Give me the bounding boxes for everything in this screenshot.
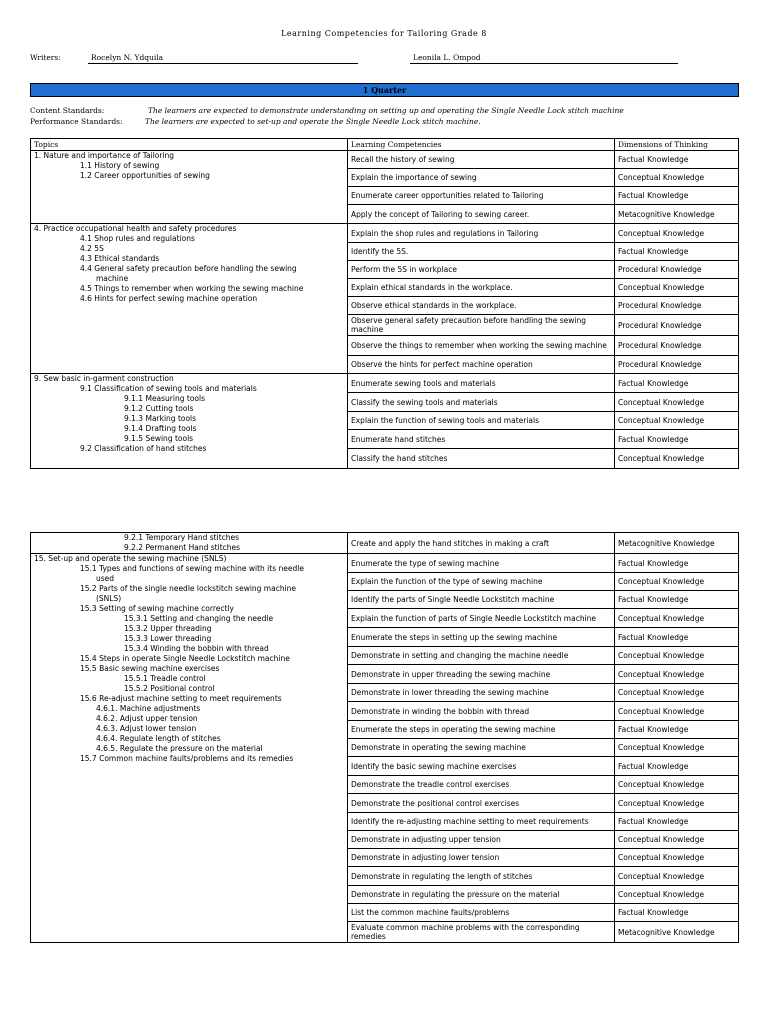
topic-line: 4.5 Things to remember when working the sewing machine	[80, 284, 304, 293]
competency-cell: Demonstrate in operating the sewing machine	[348, 739, 615, 757]
dimension-cell: Conceptual Knowledge	[615, 412, 739, 430]
topic-line: (SNLS)	[96, 594, 122, 603]
dimension-cell: Factual Knowledge	[615, 243, 739, 261]
dimension-cell: Metacognitive Knowledge	[615, 922, 739, 943]
dimension-cell: Conceptual Knowledge	[615, 867, 739, 886]
topic-cell	[31, 533, 348, 554]
topic-cell	[31, 151, 348, 224]
topic-line: 1.1 History of sewing	[80, 161, 160, 170]
topic-line: 4.6 Hints for perfect sewing machine operation	[80, 294, 258, 303]
competency-cell: Enumerate hand stitches	[348, 430, 615, 449]
performance-standards	[30, 117, 481, 126]
topic-line: 9.2.2 Permanent Hand stitches	[124, 543, 241, 552]
dimension-cell: Factual Knowledge	[615, 591, 739, 609]
dimension-cell: Procedural Knowledge	[615, 336, 739, 356]
competency-cell: Classify the sewing tools and materials	[348, 393, 615, 412]
competency-cell: Demonstrate in winding the bobbin with thread	[348, 702, 615, 721]
competency-cell: Demonstrate in adjusting lower tension	[348, 849, 615, 867]
topic-line: 4.6.1. Machine adjustments	[96, 704, 201, 713]
dimension-cell: Factual Knowledge	[615, 151, 739, 169]
topic-line: 4. Practice occupational health and safety procedures	[34, 224, 237, 233]
dimension-cell: Conceptual Knowledge	[615, 702, 739, 721]
competency-cell: Explain the function of the type of sewing machine	[348, 573, 615, 591]
topic-line: 15.1 Types and functions of sewing machine with its needle	[80, 564, 304, 573]
quarter-banner: 1 Quarter	[30, 83, 739, 97]
topic-line: 9.1.2 Cutting tools	[124, 404, 194, 413]
topic-line: 15.5.2 Positional control	[124, 684, 215, 693]
competency-cell: Observe the things to remember when working the sewing machine	[348, 336, 615, 356]
topic-line: 15.3.2 Upper threading	[124, 624, 212, 633]
competency-cell: Explain ethical standards in the workplace.	[348, 279, 615, 297]
document-title: Learning Competencies for Tailoring Grade 8	[281, 29, 487, 38]
topic-line: 4.6.4. Regulate length of stitches	[96, 734, 221, 743]
table-header-row	[31, 139, 739, 151]
competency-cell: Explain the shop rules and regulations in Tailoring	[348, 224, 615, 243]
writer-name-1: Rocelyn N. Ydquila	[91, 53, 164, 62]
table-row	[31, 533, 739, 554]
dimension-cell: Procedural Knowledge	[615, 356, 739, 374]
dimension-cell: Factual Knowledge	[615, 430, 739, 449]
topic-line: 4.4 General safety precaution before handling the sewing	[80, 264, 297, 273]
topic-line: 4.2 5S	[80, 244, 104, 253]
topic-line: 15.7 Common machine faults/problems and its remedies	[80, 754, 294, 763]
competency-cell: Enumerate sewing tools and materials	[348, 374, 615, 393]
topic-line: 15.3.4 Winding the bobbin with thread	[124, 644, 269, 653]
competency-cell: Demonstrate the treadle control exercises	[348, 776, 615, 794]
topic-line: used	[96, 574, 115, 583]
dimension-cell: Factual Knowledge	[615, 187, 739, 205]
dimension-cell: Conceptual Knowledge	[615, 609, 739, 628]
topic-line: 15.2 Parts of the single needle lockstitch sewing machine	[80, 584, 297, 593]
dimension-cell: Conceptual Knowledge	[615, 849, 739, 867]
topic-line: 15.4 Steps in operate Single Needle Lockstitch machine	[80, 654, 290, 663]
competency-cell: Apply the concept of Tailoring to sewing career.	[348, 205, 615, 224]
dimension-cell: Procedural Knowledge	[615, 315, 739, 336]
topic-line: 15.3 Setting of sewing machine correctly	[80, 604, 234, 613]
competency-cell: Demonstrate in regulating the pressure on the material	[348, 886, 615, 904]
dimension-cell: Conceptual Knowledge	[615, 573, 739, 591]
topic-line: 15. Set-up and operate the sewing machine (SNLS)	[34, 554, 227, 563]
dimension-cell: Factual Knowledge	[615, 721, 739, 739]
dimension-cell: Procedural Knowledge	[615, 297, 739, 315]
table-row	[31, 151, 739, 169]
dimension-cell: Metacognitive Knowledge	[615, 533, 739, 554]
competency-cell: Identify the re-adjusting machine setting to meet requirements	[348, 813, 615, 831]
competency-cell: Classify the hand stitches	[348, 449, 615, 469]
dimension-cell: Conceptual Knowledge	[615, 647, 739, 665]
topic-cell	[31, 554, 348, 943]
content-standards-text: The learners are expected to demonstrate understanding on setting up and operating the Single Needle Lock stitch machine	[148, 106, 624, 115]
competency-cell: Enumerate the steps in setting up the sewing machine	[348, 628, 615, 647]
topic-line: 4.6.2. Adjust upper tension	[96, 714, 198, 723]
competency-cell: Demonstrate in adjusting upper tension	[348, 831, 615, 849]
topic-line: 4.3 Ethical standards	[80, 254, 160, 263]
dimension-cell: Conceptual Knowledge	[615, 831, 739, 849]
topic-line: 9.1.4 Drafting tools	[124, 424, 197, 433]
competency-cell: Observe the hints for perfect machine operation	[348, 356, 615, 374]
dimension-cell: Factual Knowledge	[615, 904, 739, 922]
competency-cell: Evaluate common machine problems with the corresponding remedies	[348, 922, 615, 943]
writer-underline-2	[410, 63, 678, 64]
competency-cell: Demonstrate in lower threading the sewing machine	[348, 684, 615, 702]
topic-line: 15.3.3 Lower threading	[124, 634, 212, 643]
dimension-cell: Conceptual Knowledge	[615, 886, 739, 904]
dimension-cell: Conceptual Knowledge	[615, 279, 739, 297]
topic-line: 9.2 Classification of hand stitches	[80, 444, 207, 453]
content-standards-label: Content Standards:	[30, 106, 105, 115]
dimension-cell: Procedural Knowledge	[615, 261, 739, 279]
header-topics: Topics	[31, 139, 348, 151]
dimension-cell: Conceptual Knowledge	[615, 449, 739, 469]
topic-line: 9.1.1 Measuring tools	[124, 394, 205, 403]
topic-line: 9.1.3 Marking tools	[124, 414, 197, 423]
topic-line: 15.3.1 Setting and changing the needle	[124, 614, 274, 623]
topic-cell	[31, 224, 348, 374]
competency-cell: Explain the function of sewing tools and materials	[348, 412, 615, 430]
writer-underline-1	[88, 63, 358, 64]
topic-line: machine	[96, 274, 129, 283]
competency-cell: Identify the parts of Single Needle Lockstitch machine	[348, 591, 615, 609]
competency-cell: Demonstrate in regulating the length of stitches	[348, 867, 615, 886]
competency-cell: Demonstrate in setting and changing the machine needle	[348, 647, 615, 665]
competencies-table-1	[30, 138, 739, 469]
topic-line: 1. Nature and importance of Tailoring	[34, 151, 175, 160]
content-standards	[30, 106, 624, 115]
table-row	[31, 554, 739, 573]
topic-line: 9.1.5 Sewing tools	[124, 434, 194, 443]
dimension-cell: Factual Knowledge	[615, 374, 739, 393]
writer-name-2: Leonila L. Ompod	[413, 53, 481, 62]
topic-line: 15.6 Re-adjust machine setting to meet requirements	[80, 694, 282, 703]
performance-standards-text: The learners are expected to set-up and operate the Single Needle Lock stitch machine.	[145, 117, 481, 126]
dimension-cell: Factual Knowledge	[615, 757, 739, 776]
dimension-cell: Conceptual Knowledge	[615, 224, 739, 243]
header-dimensions-of-thinking: Dimensions of Thinking	[615, 139, 739, 151]
dimension-cell: Factual Knowledge	[615, 628, 739, 647]
table-row	[31, 374, 739, 393]
dimension-cell: Factual Knowledge	[615, 554, 739, 573]
topic-line: 4.6.3. Adjust lower tension	[96, 724, 197, 733]
table-row	[31, 224, 739, 243]
header-learning-competencies: Learning Competencies	[348, 139, 615, 151]
topic-line: 15.5 Basic sewing machine exercises	[80, 664, 220, 673]
topic-line: 9.1 Classification of sewing tools and materials	[80, 384, 257, 393]
competency-cell: Identify the basic sewing machine exercises	[348, 757, 615, 776]
performance-standards-label: Performance Standards:	[30, 117, 123, 126]
dimension-cell: Conceptual Knowledge	[615, 739, 739, 757]
dimension-cell: Conceptual Knowledge	[615, 684, 739, 702]
competency-cell: Demonstrate in upper threading the sewing machine	[348, 665, 615, 684]
competency-cell: Enumerate the type of sewing machine	[348, 554, 615, 573]
dimension-cell: Conceptual Knowledge	[615, 665, 739, 684]
topic-line: 1.2 Career opportunities of sewing	[80, 171, 210, 180]
dimension-cell: Metacognitive Knowledge	[615, 205, 739, 224]
competency-cell: Explain the importance of sewing	[348, 169, 615, 187]
topic-line: 4.6.5. Regulate the pressure on the material	[96, 744, 263, 753]
competency-cell: Enumerate the steps in operating the sewing machine	[348, 721, 615, 739]
dimension-cell: Conceptual Knowledge	[615, 794, 739, 813]
competency-cell: Observe general safety precaution before handling the sewing machine	[348, 315, 615, 336]
competency-cell: List the common machine faults/problems	[348, 904, 615, 922]
dimension-cell: Factual Knowledge	[615, 813, 739, 831]
competency-cell: Identify the 5S.	[348, 243, 615, 261]
competency-cell: Perform the 5S in workplace	[348, 261, 615, 279]
writers-label: Writers:	[30, 53, 61, 62]
competency-cell: Recall the history of sewing	[348, 151, 615, 169]
topic-line: 9. Sew basic in-garment construction	[34, 374, 174, 383]
competency-cell: Demonstrate the positional control exercises	[348, 794, 615, 813]
dimension-cell: Conceptual Knowledge	[615, 393, 739, 412]
dimension-cell: Conceptual Knowledge	[615, 169, 739, 187]
competencies-table-2	[30, 532, 739, 943]
topic-line: 4.1 Shop rules and regulations	[80, 234, 195, 243]
competency-cell: Observe ethical standards in the workplace.	[348, 297, 615, 315]
topic-line: 15.5.1 Treadle control	[124, 674, 206, 683]
competency-cell: Enumerate career opportunities related to Tailoring	[348, 187, 615, 205]
competency-cell: Explain the function of parts of Single Needle Lockstitch machine	[348, 609, 615, 628]
competency-cell: Create and apply the hand stitches in making a craft	[348, 533, 615, 554]
topic-cell	[31, 374, 348, 469]
dimension-cell: Conceptual Knowledge	[615, 776, 739, 794]
topic-line: 9.2.1 Temporary Hand stitches	[124, 533, 240, 542]
